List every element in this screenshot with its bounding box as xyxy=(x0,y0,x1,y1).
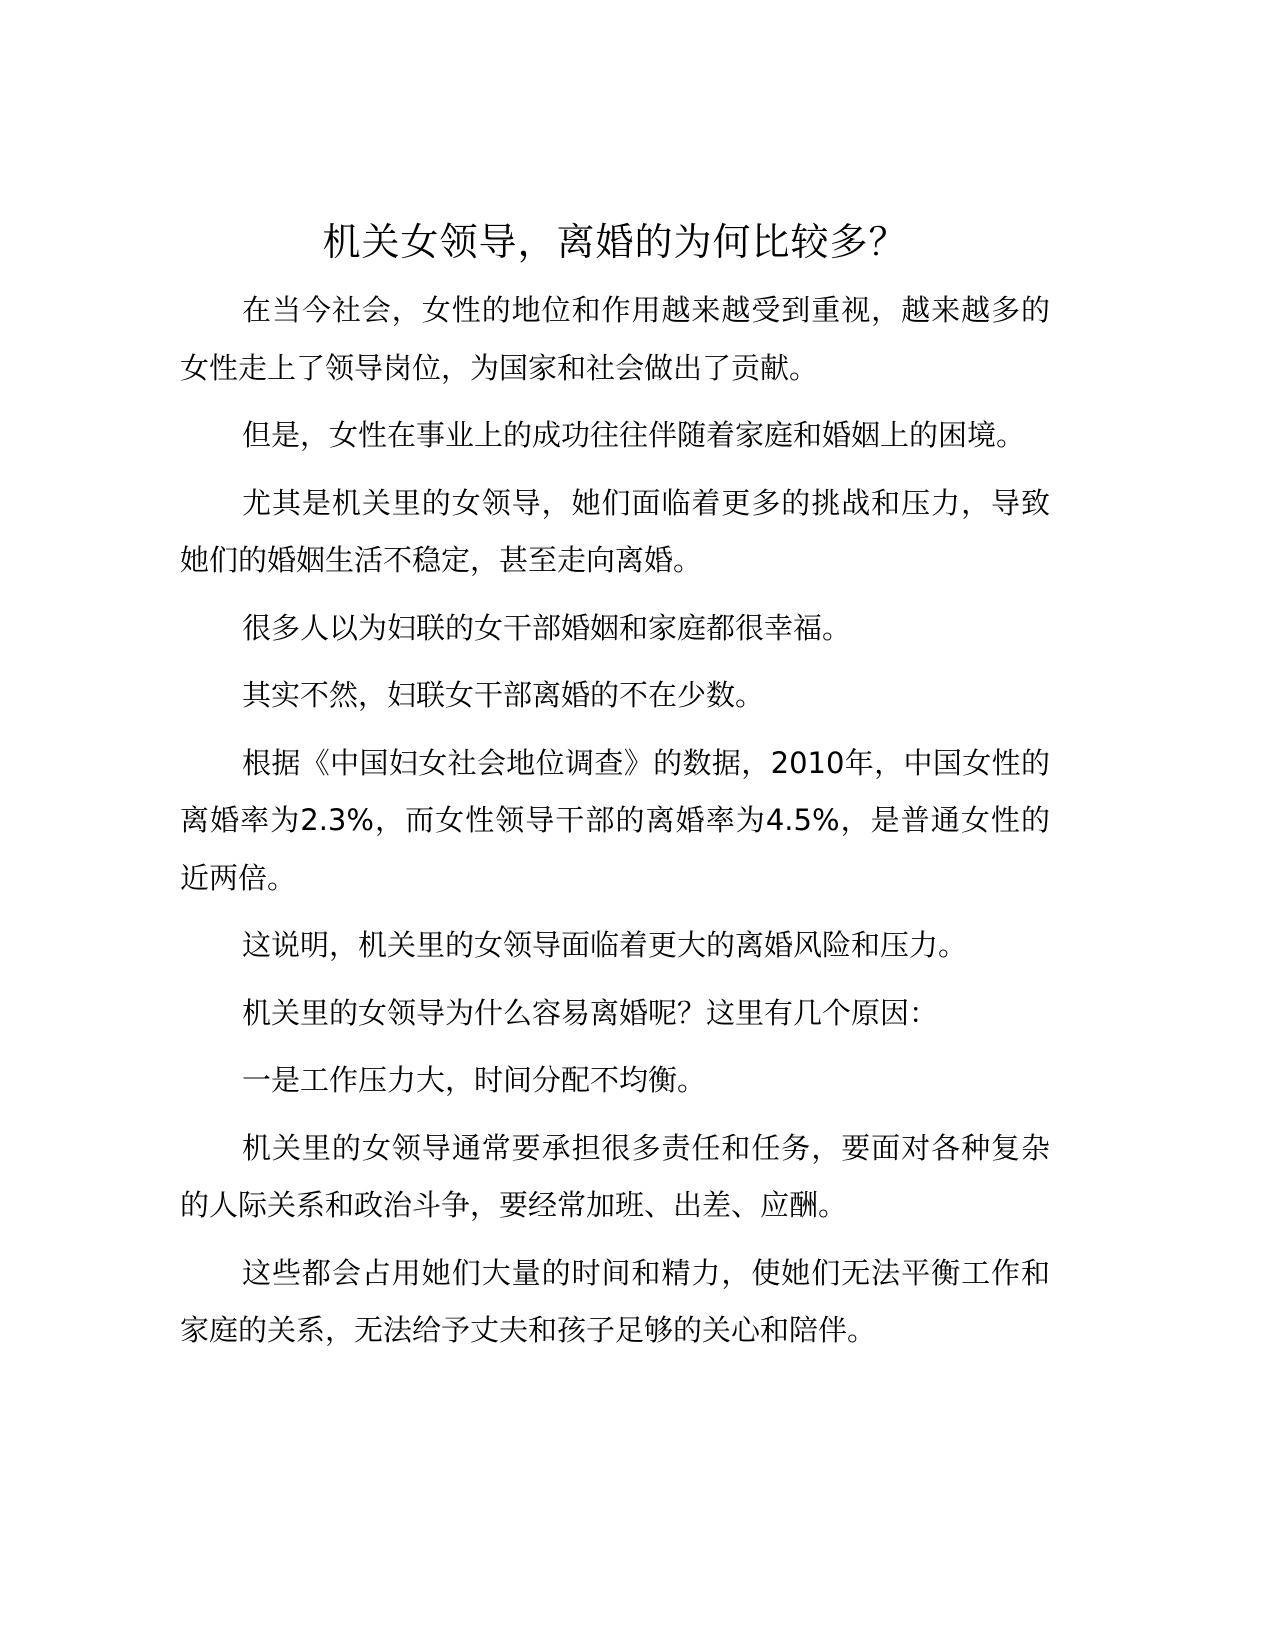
paragraph: 在当今社会，女性的地位和作用越来越受到重视，越来越多的女性走上了领导岗位，为国家和社会做出了贡献。 xyxy=(180,293,1050,385)
paragraph: 很多人以为妇联的女干部婚姻和家庭都很幸福。 xyxy=(242,610,852,645)
paragraph: 这说明，机关里的女领导面临着更大的离婚风险和压力。 xyxy=(242,928,968,962)
document-body xyxy=(180,214,1050,1370)
paragraph: 这些都会占用她们大量的时间和精力，使她们无法平衡工作和家庭的关系，无法给予丈夫和孩子足够的关心和陪伴。 xyxy=(180,1255,1050,1347)
paragraph: 其实不然，妇联女干部离婚的不在少数。 xyxy=(242,678,765,712)
paragraph: 一是工作压力大，时间分配不均衡。 xyxy=(242,1063,707,1097)
paragraph: 但是，女性在事业上的成功往往伴随着家庭和婚姻上的困境。 xyxy=(242,418,1026,452)
paragraph: 机关里的女领导通常要承担很多责任和任务，要面对各种复杂的人际关系和政治斗争，要经常加班、出差、应酬。 xyxy=(180,1130,1050,1222)
document-title: 机关女领导，离婚的为何比较多？ xyxy=(322,220,908,264)
paragraph: 根据《中国妇女社会地位调查》的数据，2010年，中国女性的离婚率为2.3%，而女性领导干部的离婚率为4.5%，是普通女性的近两倍。 xyxy=(180,745,1050,895)
paragraph: 机关里的女领导为什么容易离婚呢？这里有几个原因： xyxy=(242,995,939,1030)
paragraph: 尤其是机关里的女领导，她们面临着更多的挑战和压力，导致她们的婚姻生活不稳定，甚至走向离婚。 xyxy=(180,485,1050,577)
